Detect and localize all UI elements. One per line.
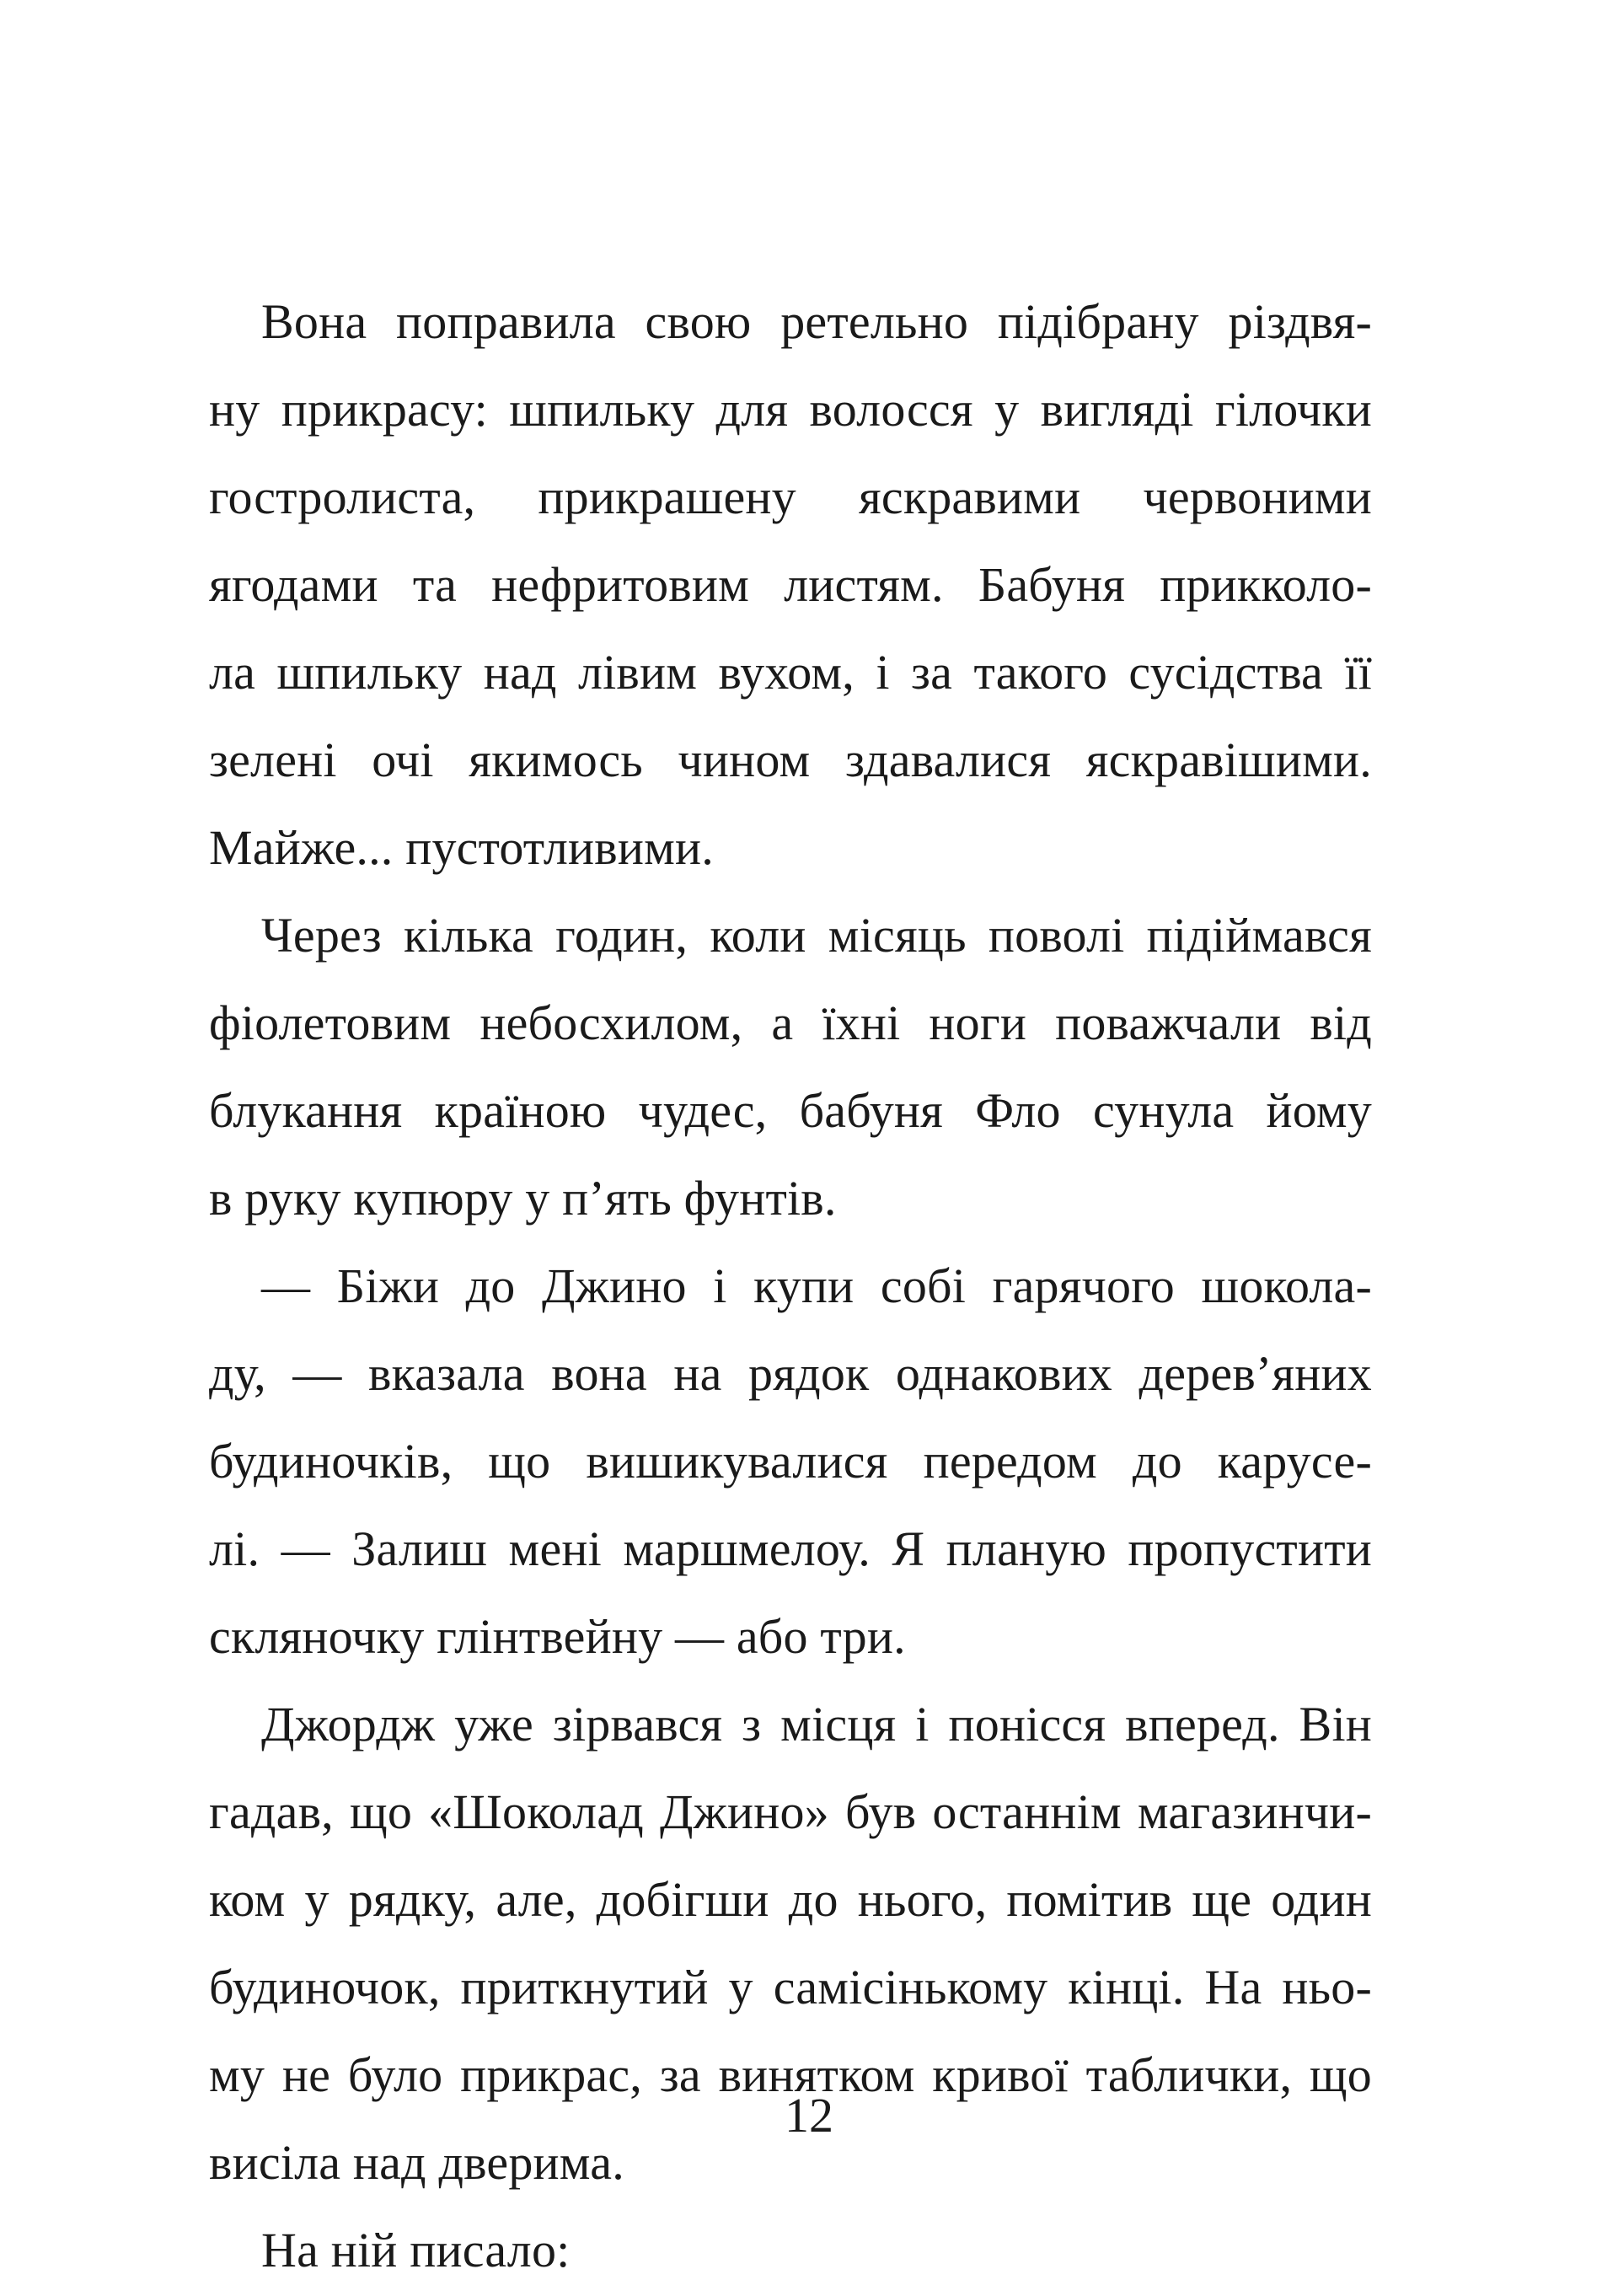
text-line: ну прикрасу: шпильку для волосся у вигляді гілочки [209, 382, 1372, 437]
body-text [209, 278, 1372, 2294]
text-line: На ній писало: [261, 2223, 571, 2277]
text-line: Джордж уже зірвався з місця і понісся вперед. Він [261, 1697, 1372, 1752]
text-line: Вона поправила свою ретельно підібрану різдвя- [261, 294, 1372, 349]
page-number: 12 [785, 2088, 833, 2143]
text-line: зелені очі якимось чином здавалися яскравішими. [209, 732, 1372, 787]
text-line: Майже... пустотливими. [209, 820, 714, 875]
text-line: ягодами та нефритовим листям. Бабуня прикколо- [209, 557, 1372, 612]
text-line: висіла над дверима. [209, 2135, 624, 2190]
text-line: лі. — Залиш мені маршмелоу. Я планую пропустити [209, 1521, 1372, 1576]
text-line: фіолетовим небосхилом, а їхні ноги поважчали від [209, 995, 1372, 1050]
text-line: блукання країною чудес, бабуня Фло сунула йому [209, 1083, 1372, 1138]
text-line: скляночку глінтвейну — або три. [209, 1609, 906, 1664]
text-line: му не було прикрас, за винятком кривої таблички, що [209, 2047, 1372, 2102]
text-line: ла шпильку над лівим вухом, і за такого сусідства її [209, 645, 1372, 700]
text-line: ду, — вказала вона на рядок однакових дерев’яних [209, 1346, 1372, 1401]
text-line: гостролиста, прикрашену яскравими червоними [209, 469, 1372, 524]
text-line: в руку купюру у п’ять фунтів. [209, 1171, 837, 1226]
text-line: Через кілька годин, коли місяць поволі підіймався [261, 908, 1372, 963]
text-line: — Біжи до Джино і купи собі гарячого шокола- [261, 1258, 1372, 1313]
text-line: будиночків, що вишикувалися передом до карусе- [209, 1434, 1372, 1489]
text-line: будиночок, приткнутий у самісінькому кінці. На ньо- [209, 1960, 1372, 2014]
text-line: ком у рядку, але, добігши до нього, помітив ще один [209, 1872, 1372, 1927]
text-line: гадав, що «Шоколад Джино» був останнім магазинчи- [209, 1784, 1372, 1839]
